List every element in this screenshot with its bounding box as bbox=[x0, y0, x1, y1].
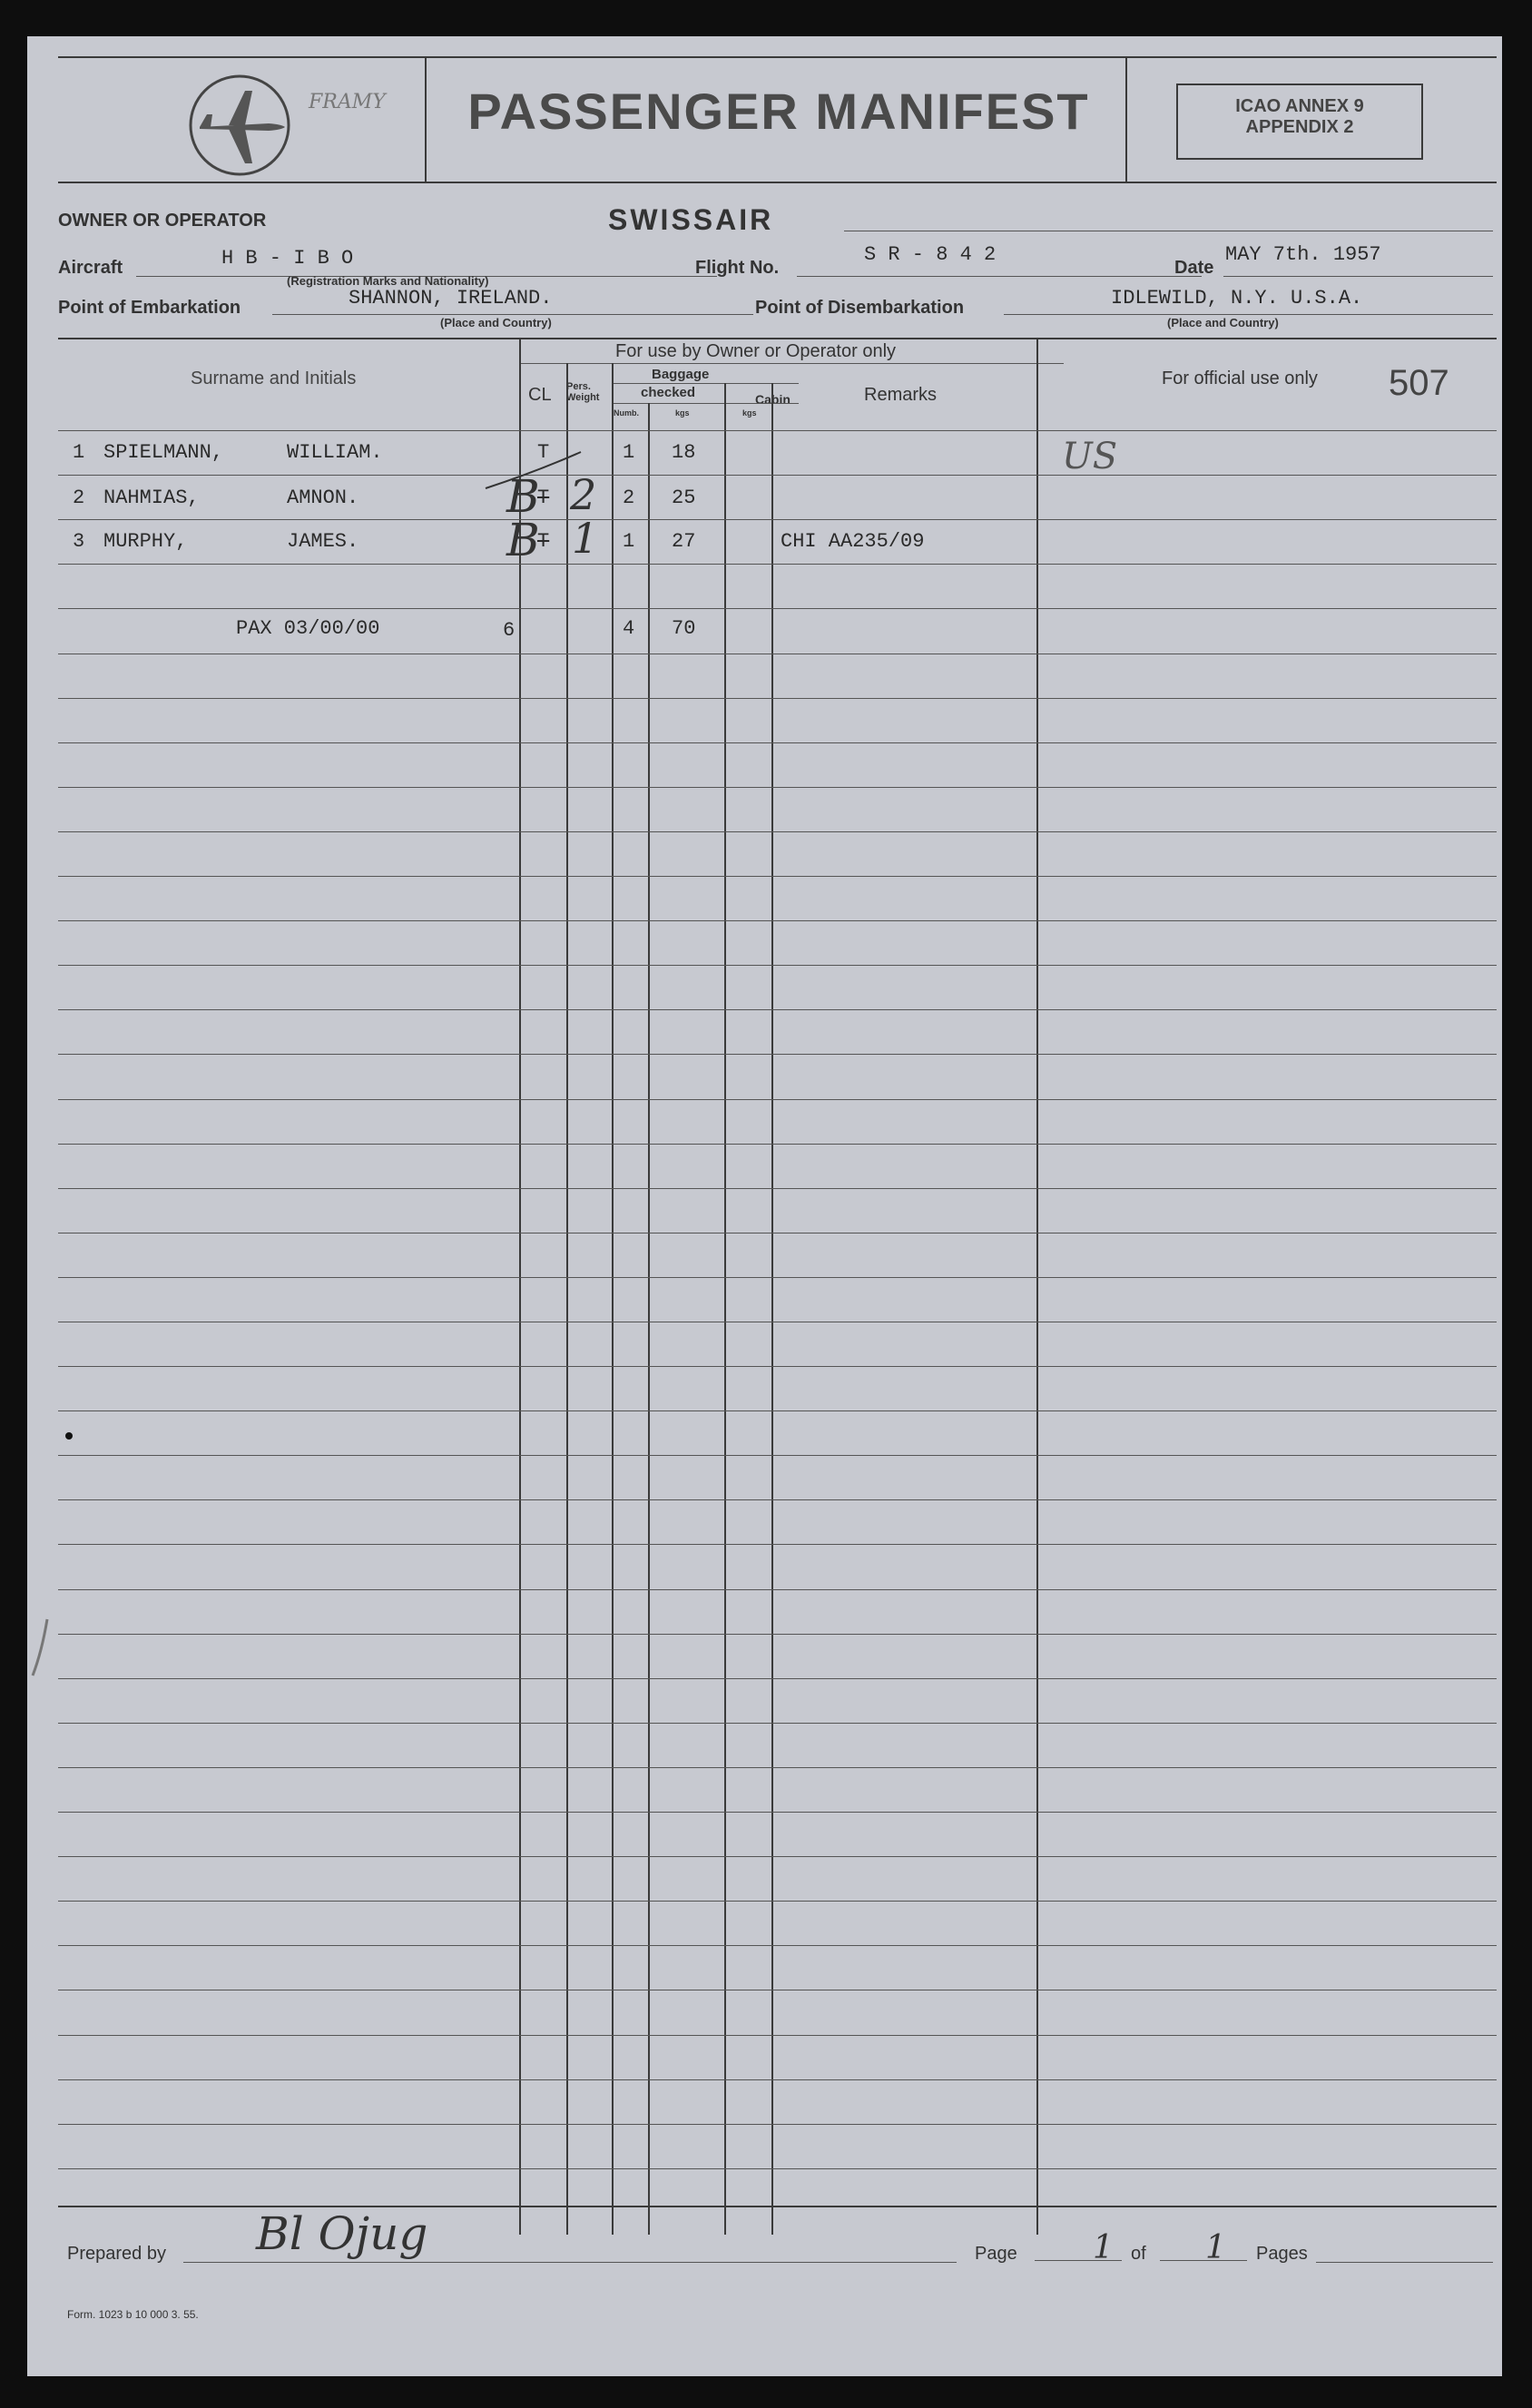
row-class-handwritten: B bbox=[506, 470, 540, 523]
embarkation-value: SHANNON, IRELAND. bbox=[349, 287, 553, 310]
col-divider-numb bbox=[648, 403, 650, 2235]
check-mark bbox=[481, 447, 590, 492]
total-bag-kgs: 70 bbox=[672, 617, 696, 640]
form-code: Form. 1023 b 10 000 3. 55. bbox=[67, 2308, 199, 2321]
col-cl-header: CL bbox=[528, 385, 552, 405]
date-label: Date bbox=[1174, 258, 1214, 278]
owner-use-line bbox=[521, 363, 1064, 364]
form-title: PASSENGER MANIFEST bbox=[467, 83, 1090, 140]
row-rule bbox=[58, 1856, 1497, 1857]
row-initials: AMNON. bbox=[287, 487, 359, 509]
disembarkation-sublabel: (Place and Country) bbox=[1167, 316, 1279, 329]
icao-line-1: ICAO ANNEX 9 bbox=[1235, 96, 1364, 116]
row-rule bbox=[58, 2079, 1497, 2080]
row-bag-kgs: 18 bbox=[672, 441, 696, 464]
row-rule bbox=[58, 1499, 1497, 1500]
table-top-border bbox=[58, 338, 1497, 339]
header-divider-left bbox=[425, 56, 427, 183]
prepared-label: Prepared by bbox=[67, 2244, 166, 2264]
col-numb-header: Numb. bbox=[614, 408, 639, 418]
row-rule bbox=[58, 1366, 1497, 1367]
total-bag-count: 4 bbox=[623, 617, 635, 640]
row-rule bbox=[58, 1589, 1497, 1590]
col-divider-kgs bbox=[724, 383, 726, 2235]
official-number: 507 bbox=[1389, 363, 1449, 403]
row-rule bbox=[58, 876, 1497, 877]
row-rule bbox=[58, 1277, 1497, 1278]
row-rule bbox=[58, 519, 1497, 520]
col-divider-surname bbox=[519, 338, 521, 2235]
row-rule bbox=[58, 1723, 1497, 1724]
disembarkation-line bbox=[1004, 314, 1493, 315]
row-rule bbox=[58, 831, 1497, 832]
row-initials: WILLIAM. bbox=[287, 441, 383, 464]
row-bag-kgs: 27 bbox=[672, 530, 696, 553]
row-rule bbox=[58, 2124, 1497, 2125]
embarkation-sublabel: (Place and Country) bbox=[440, 316, 552, 329]
row-initials: JAMES. bbox=[287, 530, 359, 553]
stray-mark bbox=[65, 1432, 73, 1440]
row-rule bbox=[58, 608, 1497, 609]
page-total: 1 bbox=[1205, 2229, 1226, 2266]
logo-note: FRAMY bbox=[309, 91, 386, 113]
signature: Bl Ojug bbox=[256, 2207, 428, 2260]
flight-value: S R - 8 4 2 bbox=[864, 243, 997, 266]
col-divider-cabin bbox=[771, 383, 773, 2235]
row-rule bbox=[58, 1634, 1497, 1635]
icao-box bbox=[1176, 84, 1423, 160]
row-rule bbox=[58, 787, 1497, 788]
pages-line bbox=[1316, 2262, 1493, 2263]
owner-label: OWNER OR OPERATOR bbox=[58, 211, 267, 231]
row-class-handwritten: B bbox=[506, 514, 540, 566]
col-surname-header: Surname and Initials bbox=[191, 369, 357, 388]
row-rule bbox=[58, 430, 1497, 431]
row-bag-count: 1 bbox=[623, 530, 635, 553]
page-label: Page bbox=[975, 2244, 1017, 2264]
manifest-sheet bbox=[27, 36, 1502, 2376]
col-checked-header: checked bbox=[641, 385, 696, 400]
date-line bbox=[1223, 276, 1493, 277]
date-value: MAY 7th. 1957 bbox=[1225, 243, 1381, 266]
row-rule bbox=[58, 698, 1497, 699]
aircraft-label: Aircraft bbox=[58, 258, 123, 278]
row-surname: NAHMIAS, bbox=[103, 487, 200, 509]
airplane-logo-icon bbox=[187, 73, 292, 178]
owner-value: SWISSAIR bbox=[608, 203, 774, 236]
total-label: PAX 03/00/00 bbox=[236, 617, 380, 640]
row-surname: SPIELMANN, bbox=[103, 441, 224, 464]
col-cabin-header: Cabin bbox=[755, 392, 791, 407]
page-number: 1 bbox=[1093, 2229, 1114, 2266]
official-mark: US bbox=[1062, 436, 1118, 477]
row-rule bbox=[58, 1678, 1497, 1679]
col-official-header: For official use only bbox=[1162, 369, 1318, 388]
col-divider-cl bbox=[566, 363, 568, 2235]
row-rule bbox=[58, 920, 1497, 921]
pages-label: Pages bbox=[1256, 2244, 1308, 2264]
row-rule bbox=[58, 1767, 1497, 1768]
row-bag-count: 2 bbox=[623, 487, 635, 509]
row-surname: MURPHY, bbox=[103, 530, 188, 553]
row-remarks: CHI AA235/09 bbox=[781, 530, 925, 553]
row-rule bbox=[58, 1009, 1497, 1010]
row-rule bbox=[58, 2035, 1497, 2036]
row-number: 3 bbox=[73, 530, 85, 553]
col-kgs-header: kgs bbox=[675, 408, 690, 418]
row-rule bbox=[58, 965, 1497, 966]
row-rule bbox=[58, 1945, 1497, 1946]
row-rule bbox=[58, 1410, 1497, 1411]
owner-use-header: For use by Owner or Operator only bbox=[615, 341, 897, 361]
row-rule bbox=[58, 1812, 1497, 1813]
row-rule bbox=[58, 1901, 1497, 1902]
embarkation-label: Point of Embarkation bbox=[58, 298, 241, 318]
row-rule bbox=[58, 1054, 1497, 1055]
embarkation-line bbox=[272, 314, 753, 315]
header-top-border bbox=[58, 56, 1497, 58]
of-line bbox=[1160, 2260, 1247, 2261]
col-cabin-kgs-header: kgs bbox=[742, 408, 757, 418]
row-rule bbox=[58, 475, 1497, 476]
col-weight-header: Pers. Weight bbox=[566, 381, 600, 403]
row-class: T bbox=[537, 441, 550, 464]
row-bag-count: 1 bbox=[623, 441, 635, 464]
row-rule bbox=[58, 1544, 1497, 1545]
col-baggage-header: Baggage bbox=[652, 367, 710, 382]
prepared-line bbox=[183, 2262, 957, 2263]
disembarkation-value: IDLEWILD, N.Y. U.S.A. bbox=[1111, 287, 1363, 310]
row-class: T bbox=[537, 487, 550, 509]
row-rule bbox=[58, 2168, 1497, 2169]
disembarkation-label: Point of Disembarkation bbox=[755, 298, 965, 318]
header-bottom-border bbox=[58, 182, 1497, 183]
header-divider-right bbox=[1125, 56, 1127, 183]
of-label: of bbox=[1131, 2244, 1146, 2264]
row-rule bbox=[58, 1144, 1497, 1145]
row-rule bbox=[58, 1099, 1497, 1100]
row-class: T bbox=[537, 530, 550, 553]
flight-label: Flight No. bbox=[695, 258, 780, 278]
col-remarks-header: Remarks bbox=[864, 385, 938, 405]
aircraft-sublabel: (Registration Marks and Nationality) bbox=[287, 274, 489, 288]
aircraft-value: H B - I B O bbox=[221, 247, 354, 270]
row-number: 2 bbox=[73, 487, 85, 509]
icao-line-2: APPENDIX 2 bbox=[1245, 117, 1354, 137]
col-divider-weight bbox=[612, 363, 614, 2235]
row-bag-kgs: 25 bbox=[672, 487, 696, 509]
col-divider-remarks bbox=[1036, 338, 1038, 2235]
flight-line bbox=[797, 276, 1202, 277]
row-rule bbox=[58, 564, 1497, 565]
row-rule bbox=[58, 1455, 1497, 1456]
row-weight-handwritten: 1 bbox=[572, 514, 599, 563]
margin-mark bbox=[16, 1616, 53, 1679]
total-class: 6 bbox=[503, 619, 516, 642]
row-number: 1 bbox=[73, 441, 85, 464]
row-weight-handwritten: 2 bbox=[570, 470, 597, 519]
row-rule bbox=[58, 1188, 1497, 1189]
row-rule bbox=[58, 742, 1497, 743]
